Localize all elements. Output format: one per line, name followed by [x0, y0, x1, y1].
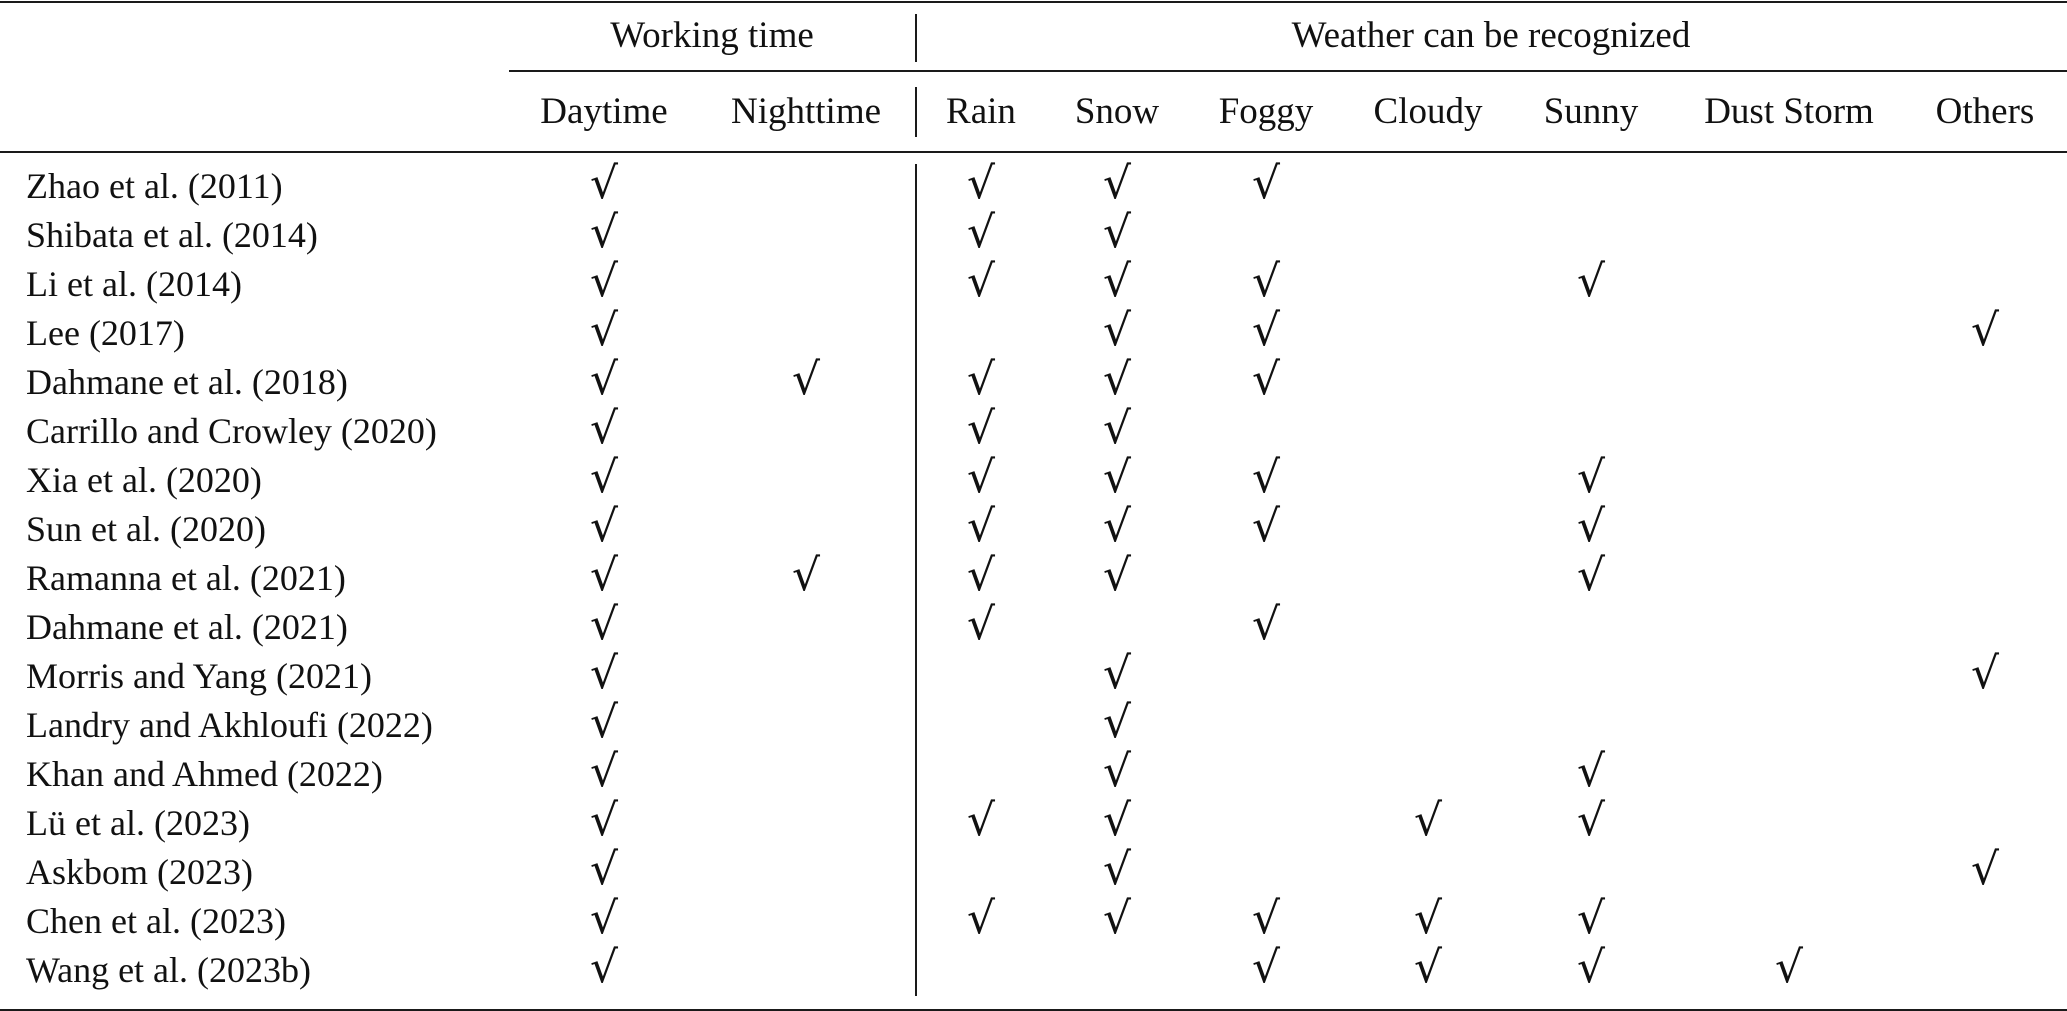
column-header-foggy: Foggy: [1218, 91, 1314, 132]
check-mark-icon: √: [966, 158, 996, 209]
check-mark-icon: √: [589, 452, 619, 503]
column-header-daytime: Daytime: [540, 91, 668, 132]
table-row-label: Dahmane et al. (2018): [26, 362, 348, 402]
body-separator: [915, 164, 917, 996]
check-mark-icon: √: [589, 697, 619, 748]
check-mark-icon: √: [589, 746, 619, 797]
check-mark-icon: √: [589, 599, 619, 650]
check-mark-icon: √: [966, 354, 996, 405]
check-mark-icon: √: [1576, 746, 1606, 797]
column-header-nighttime: Nighttime: [730, 91, 882, 132]
check-mark-icon: √: [966, 599, 996, 650]
check-mark-icon: √: [589, 550, 619, 601]
table-row-label: Carrillo and Crowley (2020): [26, 411, 437, 451]
check-mark-icon: √: [589, 305, 619, 356]
check-mark-icon: √: [966, 452, 996, 503]
check-mark-icon: √: [1413, 893, 1443, 944]
check-mark-icon: √: [589, 501, 619, 552]
table-row-label: Wang et al. (2023b): [26, 950, 312, 990]
check-mark-icon: √: [1251, 354, 1281, 405]
check-mark-icon: √: [1970, 648, 2000, 699]
check-mark-icon: √: [1576, 550, 1606, 601]
check-mark-icon: √: [1576, 942, 1606, 993]
table-row-label: Xia et al. (2020): [26, 460, 262, 500]
check-mark-icon: √: [589, 893, 619, 944]
check-mark-icon: √: [966, 256, 996, 307]
check-mark-icon: √: [589, 207, 619, 258]
check-mark-icon: √: [966, 795, 996, 846]
check-mark-icon: √: [966, 403, 996, 454]
check-mark-icon: √: [1576, 256, 1606, 307]
check-mark-icon: √: [1251, 158, 1281, 209]
check-mark-icon: √: [791, 354, 821, 405]
check-mark-icon: √: [589, 648, 619, 699]
table-row-label: Li et al. (2014): [26, 264, 242, 304]
check-mark-icon: √: [589, 403, 619, 454]
check-mark-icon: √: [966, 207, 996, 258]
check-mark-icon: √: [1413, 795, 1443, 846]
check-mark-icon: √: [1774, 942, 1804, 993]
subheader-separator: [915, 87, 917, 137]
check-mark-icon: √: [589, 942, 619, 993]
column-header-cloudy: Cloudy: [1373, 91, 1483, 132]
check-mark-icon: √: [1102, 305, 1132, 356]
group-underline: [509, 70, 2067, 72]
table-row-label: Zhao et al. (2011): [26, 166, 283, 206]
check-mark-icon: √: [966, 550, 996, 601]
table-row-label: Dahmane et al. (2021): [26, 607, 348, 647]
check-mark-icon: √: [1251, 452, 1281, 503]
check-mark-icon: √: [966, 893, 996, 944]
check-mark-icon: √: [1251, 942, 1281, 993]
check-mark-icon: √: [1102, 795, 1132, 846]
check-mark-icon: √: [1102, 501, 1132, 552]
check-mark-icon: √: [1102, 256, 1132, 307]
check-mark-icon: √: [1102, 697, 1132, 748]
table-row-label: Ramanna et al. (2021): [26, 558, 346, 598]
table-row-label: Chen et al. (2023): [26, 901, 286, 941]
check-mark-icon: √: [1251, 893, 1281, 944]
check-mark-icon: √: [1102, 403, 1132, 454]
table-row-label: Landry and Akhloufi (2022): [26, 705, 433, 745]
check-mark-icon: √: [1251, 305, 1281, 356]
check-mark-icon: √: [1102, 550, 1132, 601]
table-row-label: Lü et al. (2023): [26, 803, 250, 843]
group-header-working-time: Working time: [610, 15, 814, 56]
check-mark-icon: √: [791, 550, 821, 601]
check-mark-icon: √: [1576, 893, 1606, 944]
check-mark-icon: √: [1102, 158, 1132, 209]
check-mark-icon: √: [589, 256, 619, 307]
table-row-label: Morris and Yang (2021): [26, 656, 372, 696]
check-mark-icon: √: [1576, 795, 1606, 846]
header-rule: [0, 151, 2067, 153]
column-header-others: Others: [1935, 91, 2035, 132]
check-mark-icon: √: [1102, 648, 1132, 699]
table-row-label: Lee (2017): [26, 313, 185, 353]
check-mark-icon: √: [1576, 501, 1606, 552]
check-mark-icon: √: [966, 501, 996, 552]
header-separator: [915, 14, 917, 62]
check-mark-icon: √: [1576, 452, 1606, 503]
check-mark-icon: √: [1251, 501, 1281, 552]
top-rule: [0, 1, 2067, 3]
column-header-dust-storm: Dust Storm: [1704, 91, 1874, 132]
check-mark-icon: √: [1102, 844, 1132, 895]
check-mark-icon: √: [589, 795, 619, 846]
column-header-snow: Snow: [1074, 91, 1160, 132]
check-mark-icon: √: [589, 158, 619, 209]
check-mark-icon: √: [1413, 942, 1443, 993]
check-mark-icon: √: [1102, 207, 1132, 258]
column-header-rain: Rain: [946, 91, 1016, 132]
check-mark-icon: √: [589, 354, 619, 405]
table-row-label: Askbom (2023): [26, 852, 253, 892]
group-header-weather: Weather can be recognized: [1291, 15, 1691, 56]
check-mark-icon: √: [1102, 746, 1132, 797]
check-mark-icon: √: [1251, 256, 1281, 307]
check-mark-icon: √: [589, 844, 619, 895]
check-mark-icon: √: [1970, 844, 2000, 895]
table-row-label: Sun et al. (2020): [26, 509, 266, 549]
check-mark-icon: √: [1102, 893, 1132, 944]
table-row-label: Khan and Ahmed (2022): [26, 754, 383, 794]
table-row-label: Shibata et al. (2014): [26, 215, 318, 255]
check-mark-icon: √: [1102, 354, 1132, 405]
check-mark-icon: √: [1970, 305, 2000, 356]
check-mark-icon: √: [1102, 452, 1132, 503]
column-header-sunny: Sunny: [1543, 91, 1639, 132]
check-mark-icon: √: [1251, 599, 1281, 650]
